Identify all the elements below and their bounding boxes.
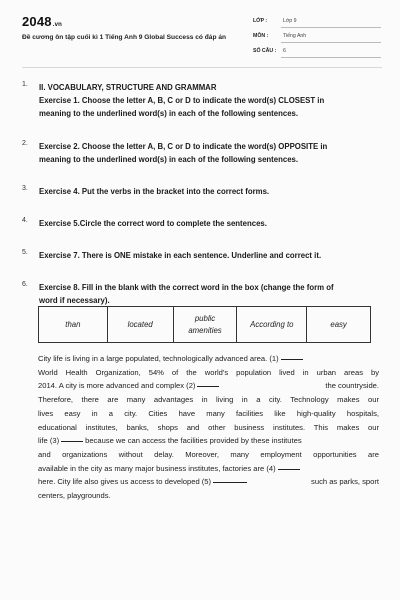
passage-text: the countryside. (325, 381, 379, 391)
passage-text: available in the city as many major business institutes, factories are (4) (38, 463, 276, 473)
document-title: Đề cương ôn tập cuối kì 1 Tiếng Anh 9 Global Success có đáp án (22, 34, 227, 41)
meta-value: Lớp 9 (283, 18, 297, 24)
word-cell: easy (330, 319, 347, 329)
item-line: Exercise 7. There is ONE mistake in each sentence. Underline and correct it. (39, 251, 322, 260)
item-line: Exercise 5.Circle the correct word to complete the sentences. (39, 219, 267, 228)
item-number: 2. (22, 140, 28, 147)
passage-text (38, 379, 221, 393)
passage-text: because we can access the facilities provided by these institutes (85, 436, 302, 446)
item-line: meaning to the underlined word(s) in each of the following sentences. (39, 155, 299, 164)
item-line: Exercise 2. Choose the letter A, B, C or D to indicate the word(s) OPPOSITE in (39, 142, 328, 151)
passage-line: and organizations without delay. Moreover, many employment opportunities are (38, 449, 379, 459)
logo-text: 2048 (22, 14, 52, 29)
item-text (39, 81, 380, 120)
item-text (39, 281, 380, 307)
reading-passage (38, 352, 379, 503)
passage-line (38, 475, 379, 489)
passage-line: World Health Organization, 54% of the world's population lived in urban areas by (38, 367, 379, 377)
passage-line: educational institutes, banks, shops and other business institutes. This makes our (38, 422, 379, 432)
item-line: Exercise 8. Fill in the blank with the correct word in the box (change the form of (39, 283, 334, 292)
site-logo[interactable] (22, 14, 62, 29)
item-text (39, 217, 380, 230)
item-number: 4. (22, 217, 28, 224)
answer-blank-3 (61, 440, 83, 442)
meta-underline (281, 57, 381, 58)
passage-line (38, 379, 379, 393)
answer-blank-1 (281, 358, 303, 360)
logo-suffix: .vn (52, 22, 63, 28)
passage-text: life (3) (38, 436, 60, 446)
item-text (39, 185, 380, 198)
passage-text (38, 475, 249, 489)
meta-value: Tiếng Anh (283, 33, 307, 39)
meta-label: MÔN : (253, 33, 269, 39)
item-line: word if necessary). (39, 296, 110, 305)
word-box (38, 306, 371, 343)
answer-blank-5 (213, 481, 247, 483)
header-divider (22, 67, 382, 68)
passage-line: Therefore, there are many advantages in living in a city. Technology makes our (38, 395, 379, 405)
meta-underline (281, 27, 381, 28)
meta-value: 6 (283, 48, 286, 54)
word-cell: than (39, 307, 108, 342)
meta-underline (281, 42, 381, 43)
passage-line: lives easy in a city. Cities have many facilities like high-quality hospitals, (38, 408, 379, 418)
answer-blank-2 (197, 385, 219, 387)
word-cell: located (108, 307, 174, 342)
passage-line (38, 462, 379, 476)
item-number: 1. (22, 81, 28, 88)
word-cell: public amenities (174, 307, 238, 342)
passage-line: centers, playgrounds. (38, 491, 111, 501)
answer-blank-4 (278, 468, 300, 470)
item-number: 3. (22, 185, 28, 192)
passage-line (38, 352, 379, 366)
item-line: II. VOCABULARY, STRUCTURE AND GRAMMAR (39, 83, 217, 92)
item-number: 5. (22, 249, 28, 256)
passage-line (38, 434, 379, 448)
passage-text-part: here. City life also gives us access to developed (5) (38, 477, 212, 487)
item-number: 6. (22, 281, 28, 288)
meta-label: LỚP : (253, 18, 268, 24)
item-text (39, 249, 380, 262)
item-line: Exercise 4. Put the verbs in the bracket into the correct forms. (39, 187, 270, 196)
passage-text: such as parks, sport (311, 477, 379, 487)
item-text (39, 140, 380, 166)
word-cell: According to (237, 307, 307, 342)
item-line: meaning to the underlined word(s) in each of the following sentences. (39, 109, 299, 118)
passage-text-part: 2014. A city is more advanced and complex (2) (38, 381, 196, 391)
meta-label: SỐ CÂU : (253, 48, 277, 54)
passage-text: City life is living in a large populated, technologically advanced area. (1) (38, 354, 279, 363)
item-line: Exercise 1. Choose the letter A, B, C or D to indicate the word(s) CLOSEST in (39, 96, 325, 105)
